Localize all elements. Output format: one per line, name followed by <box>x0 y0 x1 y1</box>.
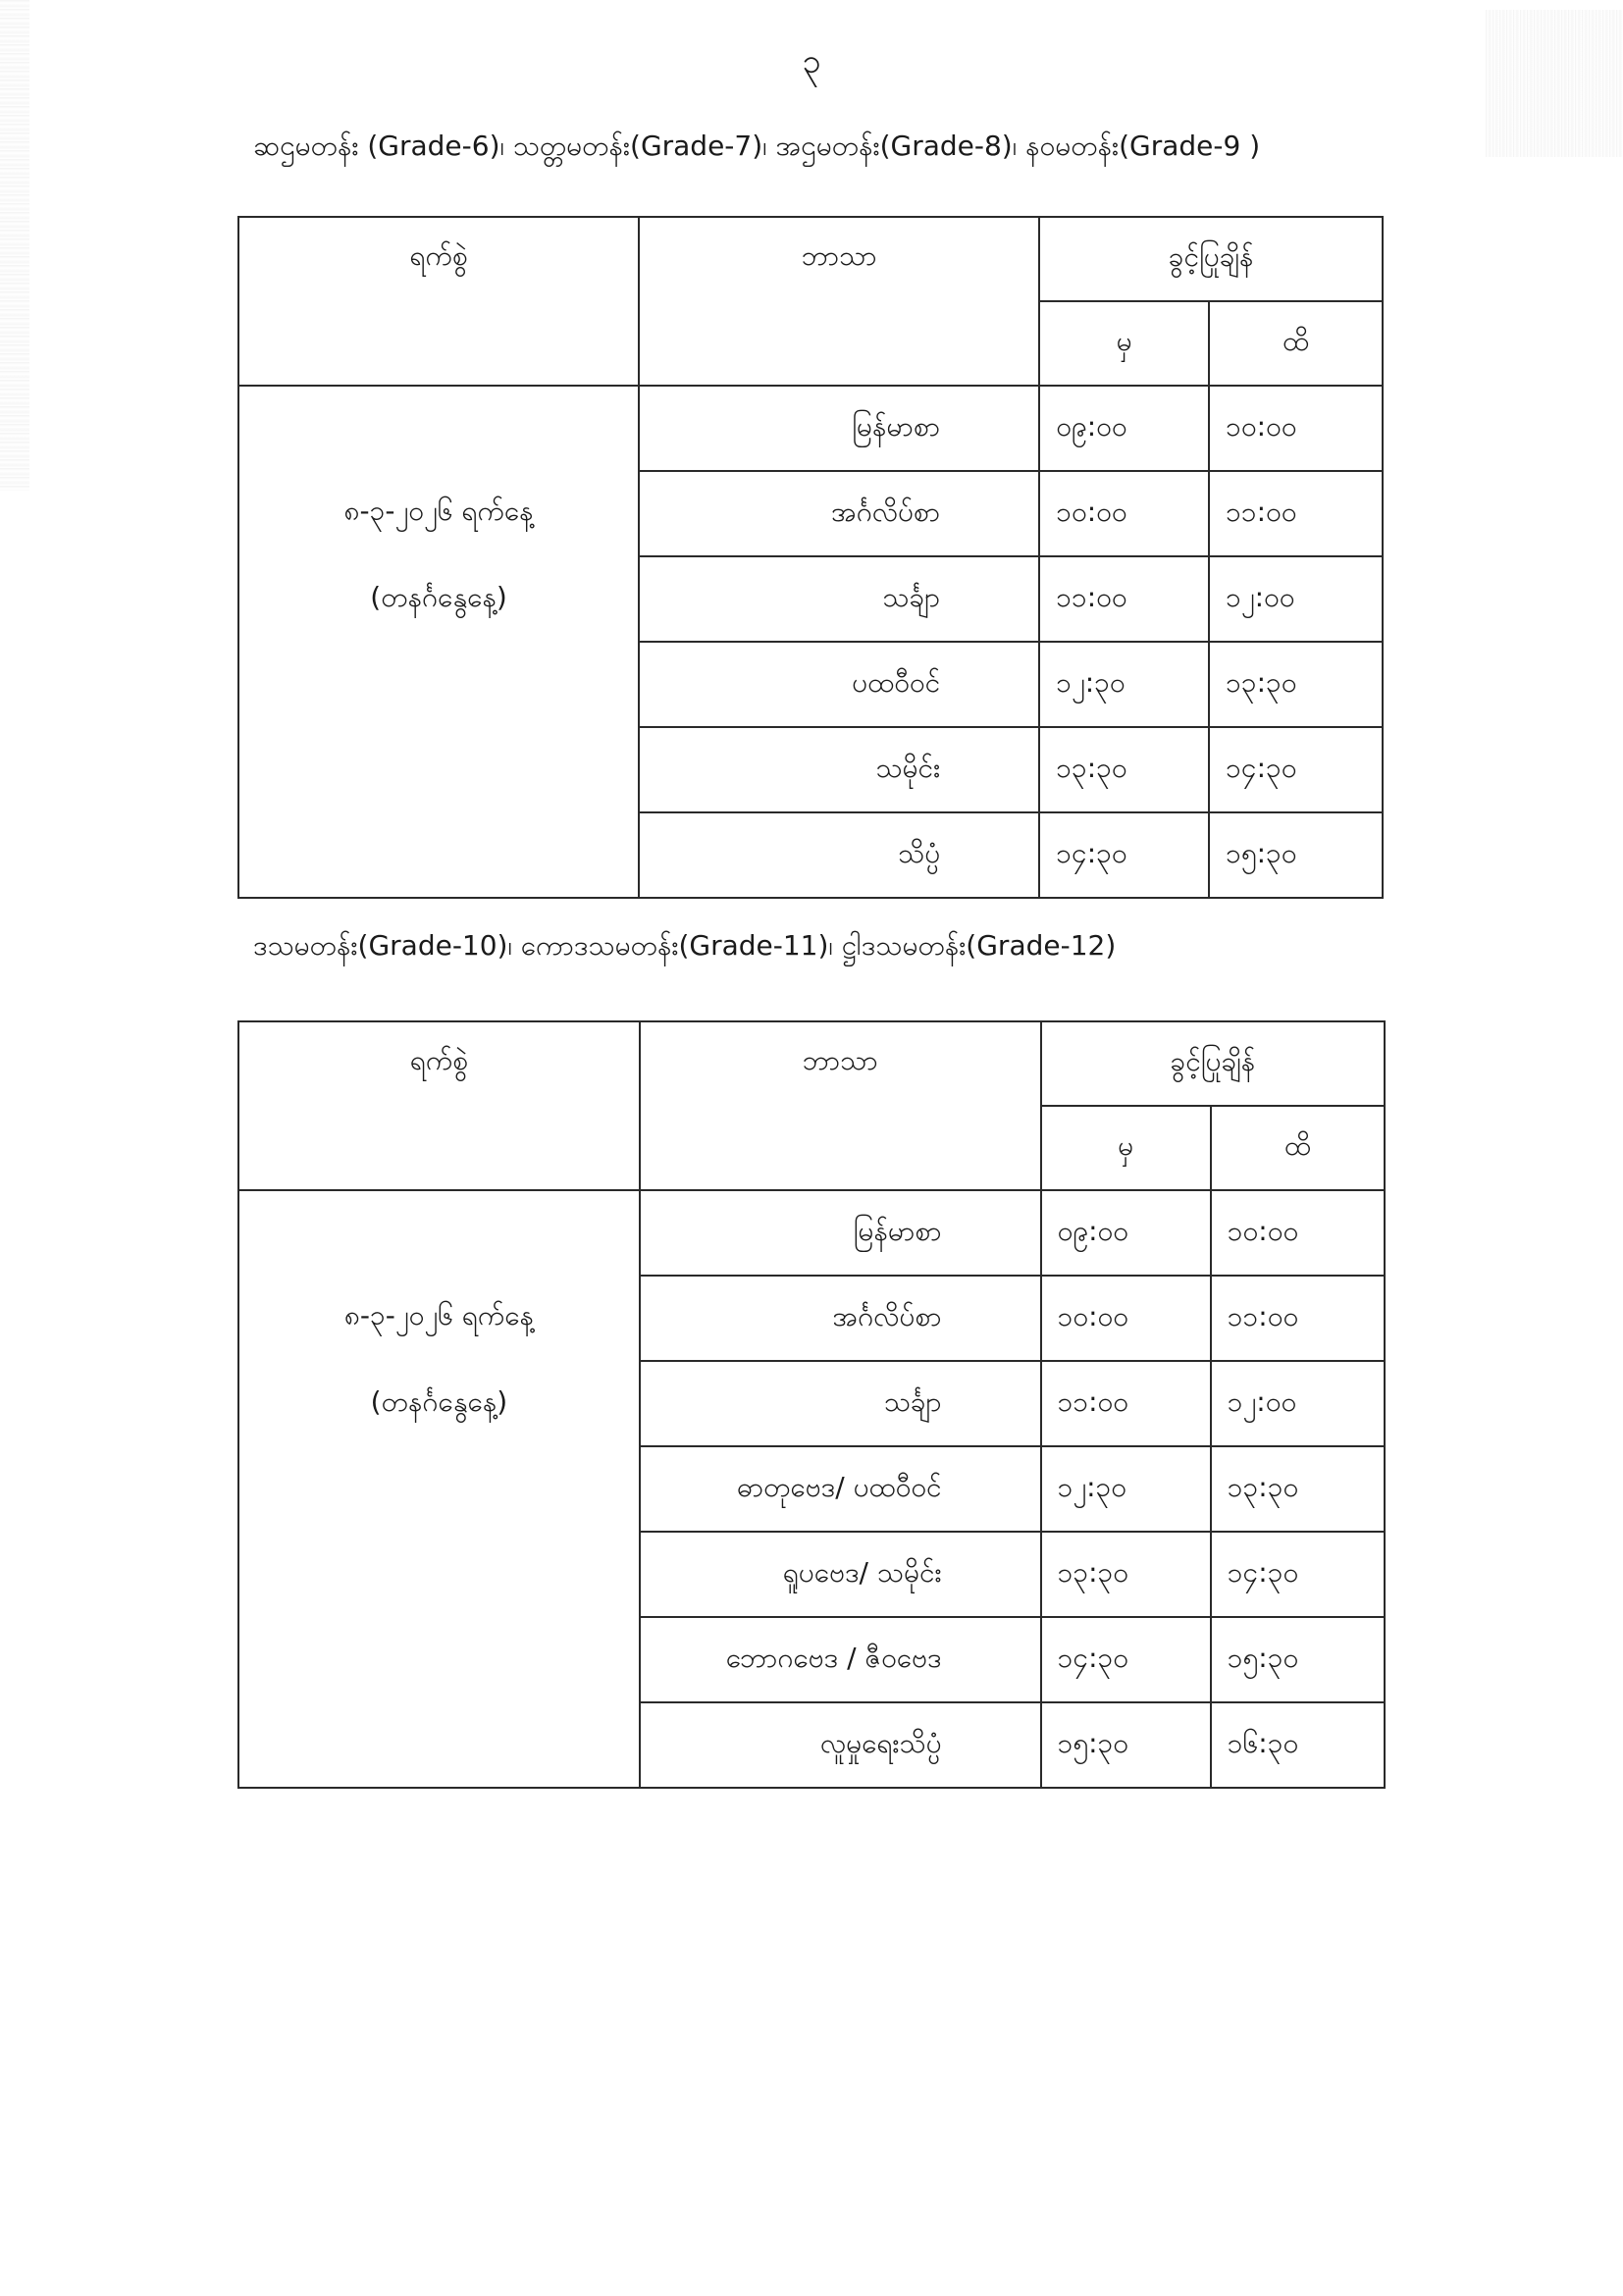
table-row <box>238 1190 1385 1276</box>
header-subject: ဘာသာ <box>640 1021 1041 1190</box>
to-time-cell: ၁၀:၀၀ <box>1209 386 1383 471</box>
to-time-cell: ၁၃:၃၀ <box>1209 642 1383 727</box>
to-time-cell: ၁၃:၃၀ <box>1211 1446 1385 1532</box>
exam-schedule-table-1 <box>237 216 1384 899</box>
section-1-heading: ဆဌမတန်း (Grade-6)၊ သတ္တမတန်း(Grade-7)၊ အဌမတန်း(Grade-8)၊ နဝမတန်း(Grade-9 ) <box>253 130 1261 162</box>
to-time-cell: ၁၄:၃၀ <box>1211 1532 1385 1617</box>
subject-cell: သမိုင်း <box>639 727 1039 812</box>
from-time-cell: ၁၃:၃၀ <box>1039 727 1209 812</box>
page-number: ၃ <box>802 42 821 81</box>
from-time-cell: ၀၉:၀၀ <box>1041 1190 1211 1276</box>
section-2-heading: ဒသမတန်း(Grade-10)၊ ကောဒသမတန်း(Grade-11)၊ ဋ္ဌါဒသမတန်း(Grade-12) <box>253 929 1117 962</box>
subject-cell: အင်္ဂလိပ်စာ <box>640 1276 1041 1361</box>
header-subject: ဘာသာ <box>639 217 1039 386</box>
subject-cell: ပထဝီဝင် <box>639 642 1039 727</box>
from-time-cell: ၁၀:၀၀ <box>1041 1276 1211 1361</box>
subject-cell: သိပ္ပံ <box>639 812 1039 898</box>
header-from: မှ <box>1041 1106 1211 1190</box>
to-time-cell: ၁၁:၀၀ <box>1209 471 1383 556</box>
to-time-cell: ၁၅:၃၀ <box>1211 1617 1385 1702</box>
from-time-cell: ၁၄:၃၀ <box>1039 812 1209 898</box>
to-time-cell: ၁၂:၀၀ <box>1211 1361 1385 1446</box>
subject-cell: လူမှုရေးသိပ္ပံ <box>640 1702 1041 1788</box>
to-time-cell: ၁၂:၀၀ <box>1209 556 1383 642</box>
from-time-cell: ၁၂:၃၀ <box>1039 642 1209 727</box>
from-time-cell: ၁၅:၃၀ <box>1041 1702 1211 1788</box>
exam-weekday: (တနင်္ဂနွေနေ့) <box>370 581 507 613</box>
date-cell <box>238 1190 640 1788</box>
from-time-cell: ၁၂:၃၀ <box>1041 1446 1211 1532</box>
header-from: မှ <box>1039 301 1209 386</box>
from-time-cell: ၁၁:၀၀ <box>1041 1361 1211 1446</box>
from-time-cell: ၀၉:၀၀ <box>1039 386 1209 471</box>
subject-cell: မြန်မာစာ <box>639 386 1039 471</box>
header-to: ထိ <box>1211 1106 1385 1190</box>
from-time-cell: ၁၃:၃၀ <box>1041 1532 1211 1617</box>
exam-schedule-table-2 <box>237 1020 1386 1789</box>
header-time: ခွင့်ပြုချိန် <box>1039 217 1383 301</box>
table-row <box>238 386 1383 471</box>
exam-weekday: (တနင်္ဂနွေနေ့) <box>370 1385 508 1418</box>
subject-cell: မြန်မာစာ <box>640 1190 1041 1276</box>
exam-date: ၈-၃-၂၀၂၆ ရက်နေ့ <box>343 495 534 527</box>
to-time-cell: ၁၀:၀၀ <box>1211 1190 1385 1276</box>
subject-cell: ရူပဗေဒ/ သမိုင်း <box>640 1532 1041 1617</box>
header-to: ထိ <box>1209 301 1383 386</box>
to-time-cell: ၁၄:၃၀ <box>1209 727 1383 812</box>
exam-date: ၈-၃-၂၀၂၆ ရက်နေ့ <box>343 1299 534 1331</box>
from-time-cell: ၁၄:၃၀ <box>1041 1617 1211 1702</box>
to-time-cell: ၁၆:၃၀ <box>1211 1702 1385 1788</box>
subject-cell: သင်္ချာ <box>640 1361 1041 1446</box>
from-time-cell: ၁၀:၀၀ <box>1039 471 1209 556</box>
date-cell <box>238 386 639 898</box>
subject-cell: ဓာတုဗေဒ/ ပထဝီဝင် <box>640 1446 1041 1532</box>
subject-cell: အင်္ဂလိပ်စာ <box>639 471 1039 556</box>
subject-cell: သင်္ချာ <box>639 556 1039 642</box>
header-time: ခွင့်ပြုချိန် <box>1041 1021 1385 1106</box>
to-time-cell: ၁၁:၀၀ <box>1211 1276 1385 1361</box>
header-date: ရက်စွဲ <box>238 217 639 386</box>
subject-cell: ဘောဂဗေဒ / ဇီဝဗေဒ <box>640 1617 1041 1702</box>
header-date: ရက်စွဲ <box>238 1021 640 1190</box>
from-time-cell: ၁၁:၀၀ <box>1039 556 1209 642</box>
to-time-cell: ၁၅:၃၀ <box>1209 812 1383 898</box>
